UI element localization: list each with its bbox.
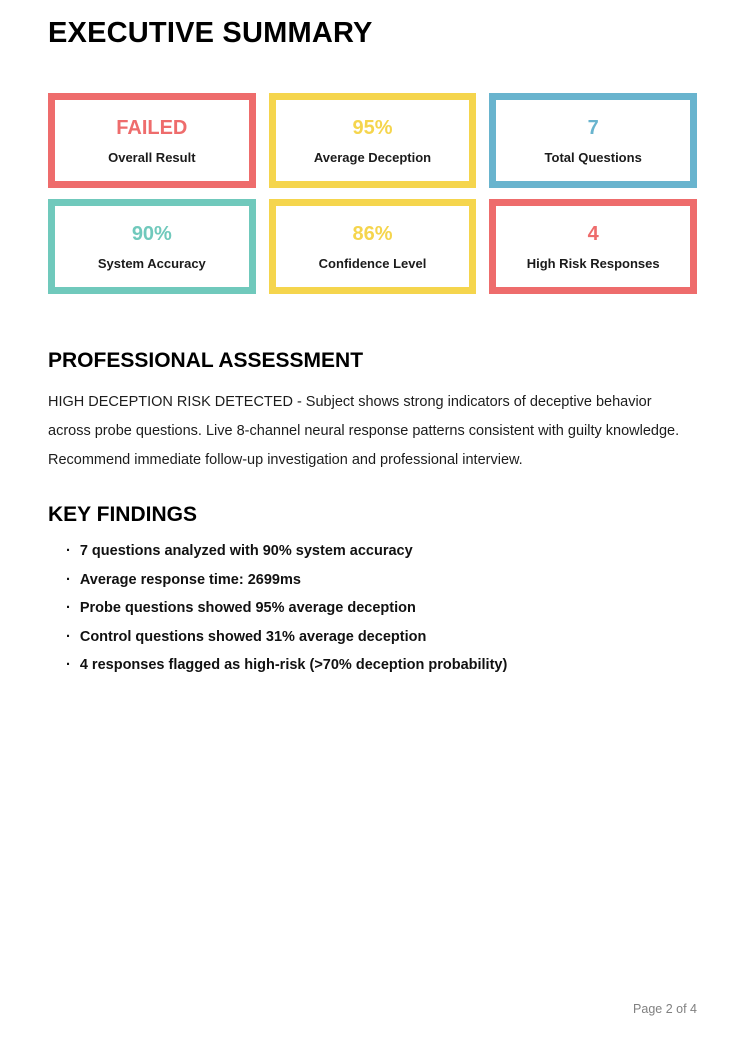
stat-card-confidence-level	[269, 199, 477, 294]
stat-value: 90%	[131, 222, 172, 245]
bullet-icon: ·	[66, 543, 71, 559]
stat-label: High Risk Responses	[526, 255, 660, 271]
finding-text: Control questions showed 31% average deception	[79, 628, 427, 645]
stat-card-grid	[48, 93, 697, 294]
findings-heading: KEY FINDINGS	[48, 503, 197, 526]
page-title: EXECUTIVE SUMMARY	[48, 17, 373, 49]
assessment-body-text: HIGH DECEPTION RISK DETECTED - Subject shows strong indicators of deceptive behavior across probe questions. Live 8-channel neural response patterns consistent with guilty knowledge. Recommend immediate follow-up investigation and professional interview.	[48, 394, 680, 468]
finding-item	[66, 630, 697, 645]
stat-card-system-accuracy	[48, 199, 256, 294]
finding-item	[66, 573, 697, 588]
stat-card-overall-result	[48, 93, 256, 188]
stat-label: System Accuracy	[97, 255, 206, 271]
stat-value: 7	[587, 116, 599, 139]
finding-item	[66, 601, 697, 616]
bullet-icon: ·	[66, 571, 71, 588]
stat-card-high-risk-responses	[489, 199, 697, 294]
finding-item	[66, 544, 697, 559]
finding-text: Average response time: 2699ms	[79, 571, 301, 588]
stat-value: 4	[587, 222, 599, 245]
stat-card-average-deception	[269, 93, 477, 188]
finding-text: Probe questions showed 95% average deception	[79, 600, 416, 616]
stat-label: Average Deception	[313, 149, 432, 165]
stat-value: FAILED	[116, 116, 188, 139]
bullet-icon: ·	[66, 628, 71, 645]
stat-card-total-questions	[489, 93, 697, 188]
findings-list	[48, 544, 697, 673]
stat-label: Total Questions	[544, 149, 642, 165]
bullet-icon: ·	[66, 657, 71, 673]
assessment-heading: PROFESSIONAL ASSESSMENT	[48, 349, 364, 372]
finding-text: 7 questions analyzed with 90% system accuracy	[79, 543, 413, 559]
finding-text: 4 responses flagged as high-risk (>70% deception probability)	[79, 657, 508, 673]
stat-label: Confidence Level	[318, 255, 427, 271]
finding-item	[66, 658, 697, 673]
page-number: Page 2 of 4	[633, 1002, 697, 1016]
bullet-icon: ·	[66, 600, 71, 616]
stat-value: 95%	[352, 116, 393, 139]
stat-label: Overall Result	[108, 149, 196, 165]
stat-value: 86%	[352, 222, 393, 245]
